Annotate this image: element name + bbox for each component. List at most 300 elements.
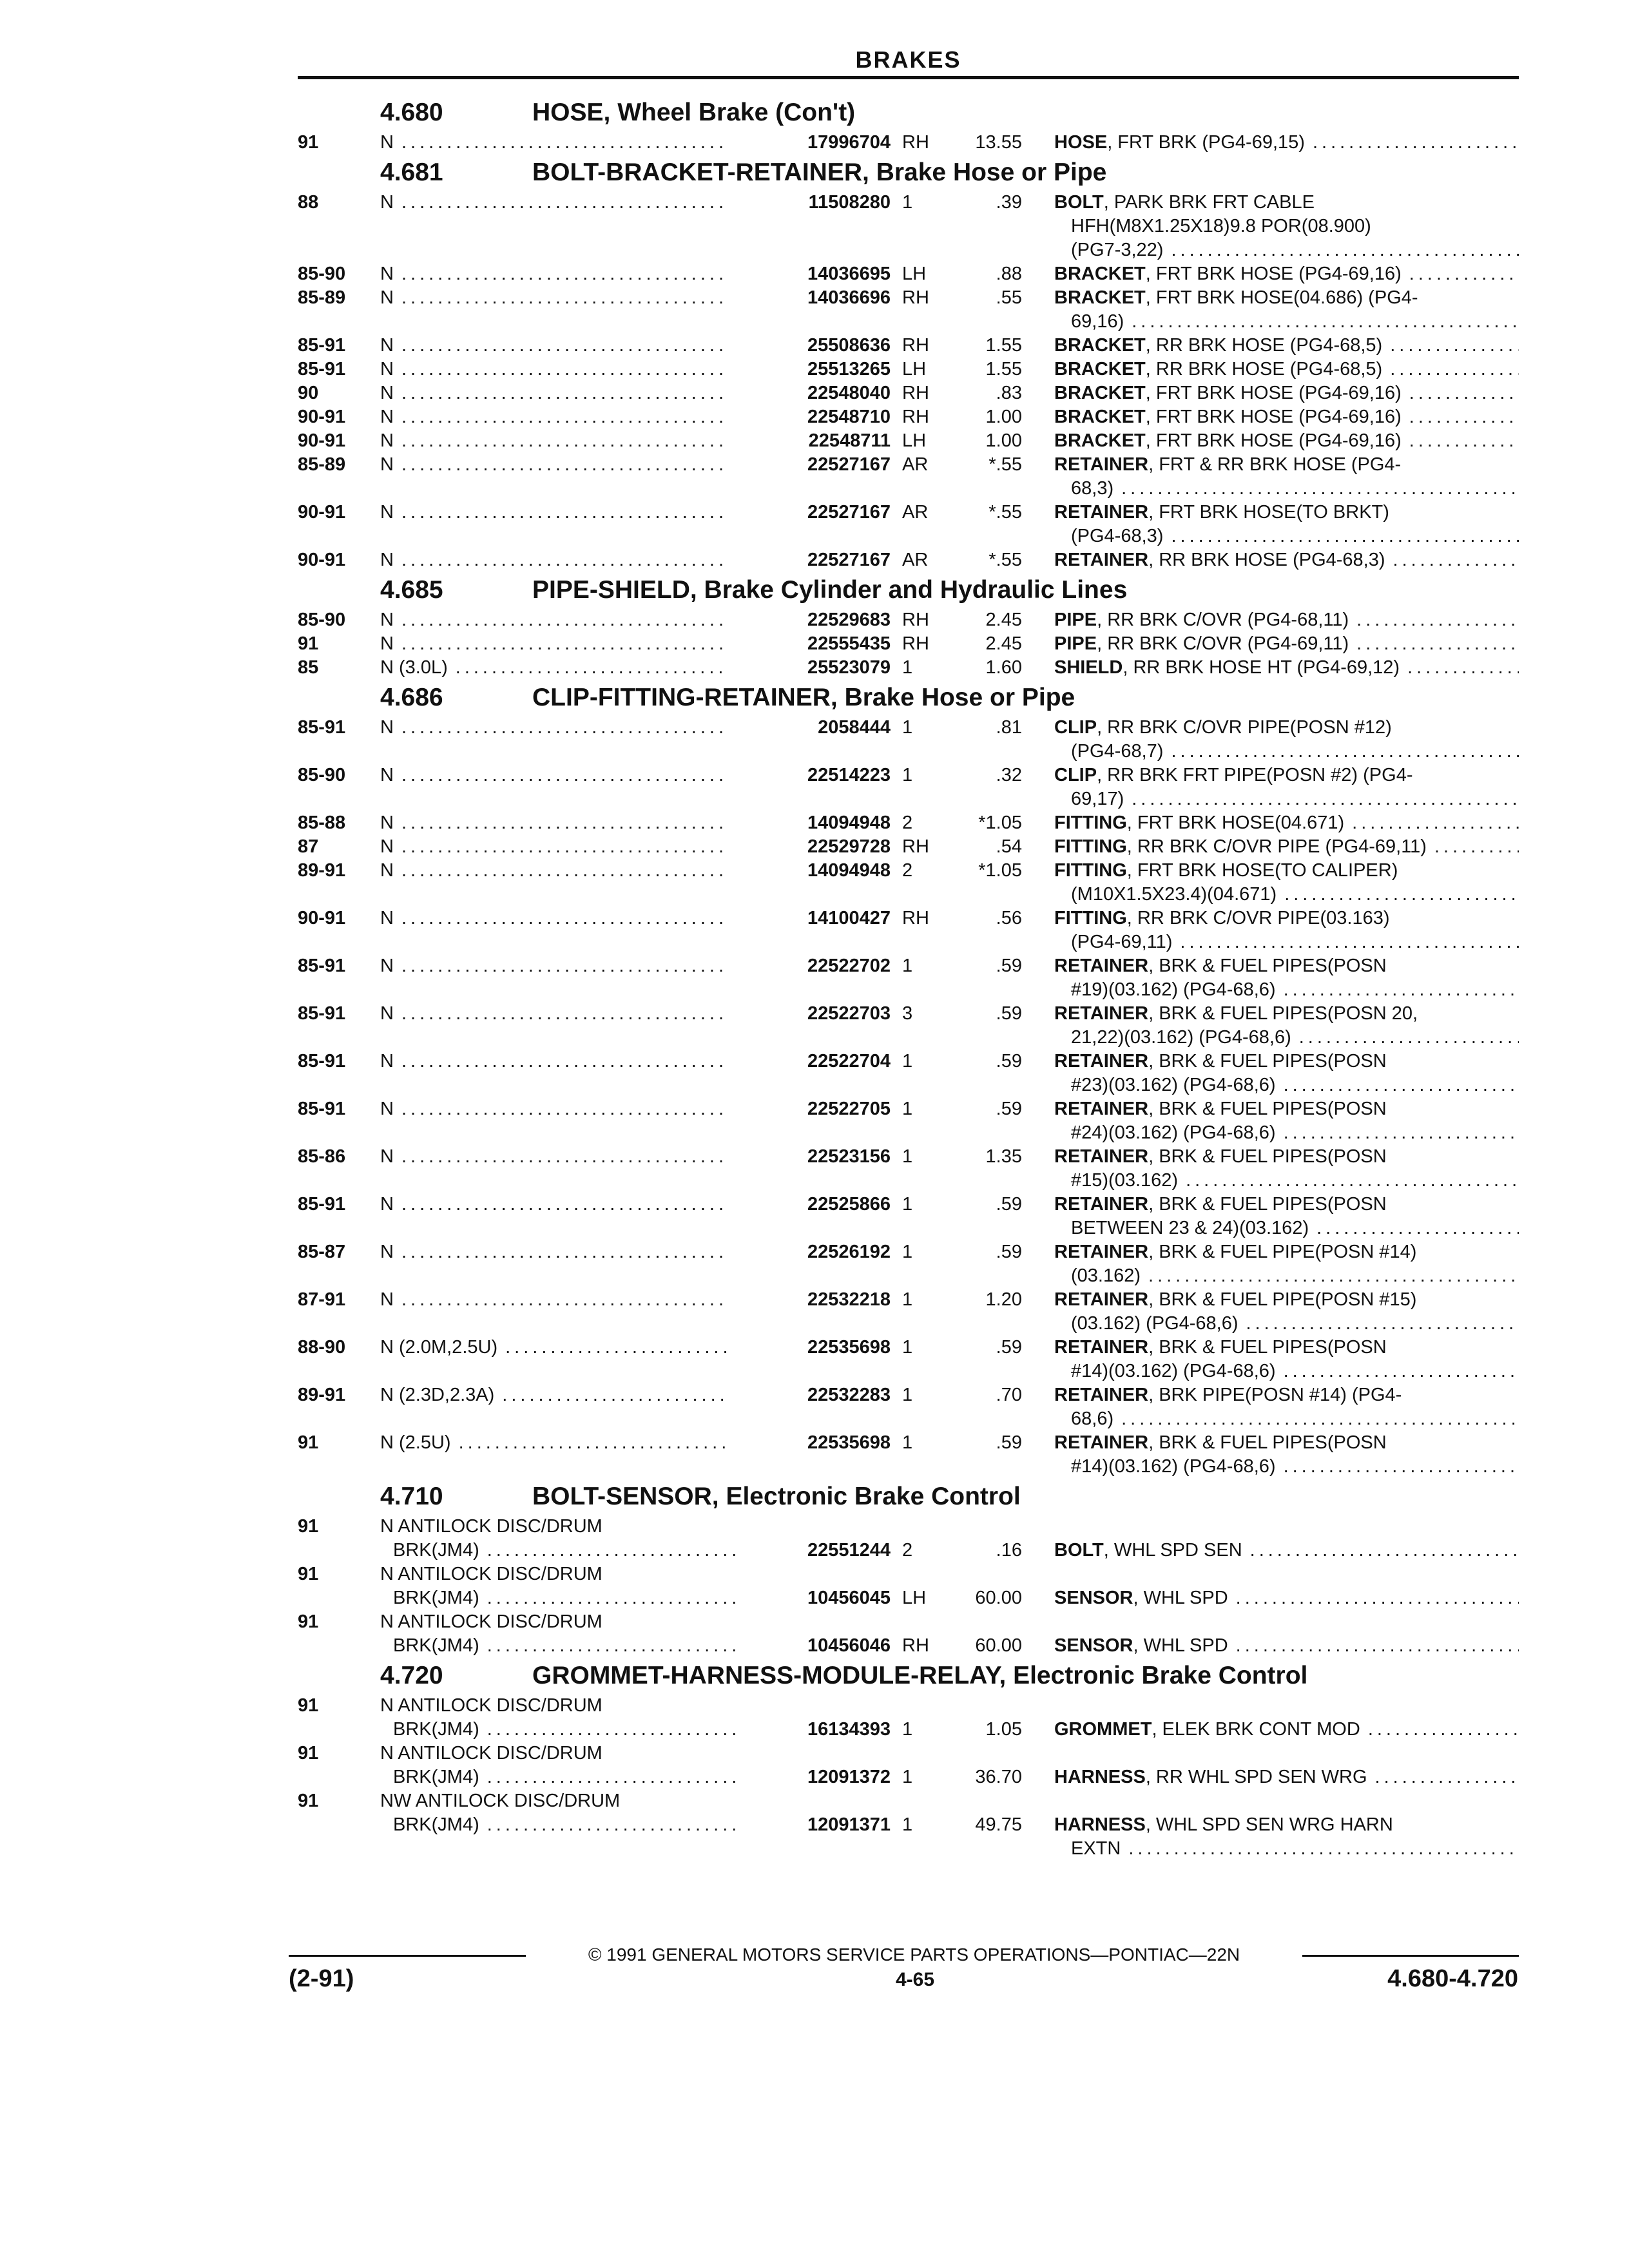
part-number: 22526192 (807, 1242, 891, 1262)
text-line (1054, 1264, 1519, 1288)
application-text: N ANTILOCK DISC/DRUM (380, 1516, 602, 1537)
part-row (298, 548, 1519, 572)
description-text: , FRT BRK HOSE (PG4-69,16) (1145, 430, 1402, 451)
part-name: CLIP (1054, 765, 1097, 785)
text-line (1054, 1121, 1519, 1145)
text-line (1054, 131, 1519, 155)
dot-leader (1402, 405, 1519, 429)
dot-leader (1163, 740, 1519, 764)
quantity: 1 (902, 1242, 913, 1262)
dot-leader (394, 811, 728, 835)
description (1054, 1336, 1519, 1383)
part-name: HARNESS (1054, 1767, 1146, 1787)
text-line (1054, 1539, 1519, 1562)
part-number: 10456046 (807, 1635, 891, 1656)
text-line (380, 1562, 728, 1586)
dot-leader (1141, 1264, 1519, 1288)
model-years: 85-91 (298, 717, 346, 738)
part-row (298, 1288, 1519, 1336)
dot-leader (394, 1240, 728, 1264)
dot-leader (1402, 262, 1519, 286)
quantity: AR (902, 550, 929, 570)
model-years: 91 (298, 1791, 319, 1811)
application-text: N ANTILOCK DISC/DRUM (380, 1695, 602, 1716)
part-row (298, 381, 1519, 405)
description-text: , BRK & FUEL PIPES(POSN (1148, 1194, 1387, 1215)
text-line (1054, 381, 1519, 405)
dot-leader (1276, 1073, 1519, 1097)
price: 2.45 (985, 610, 1022, 630)
text-line (380, 358, 728, 381)
part-name: FITTING (1054, 860, 1127, 881)
part-number: 22548710 (807, 407, 891, 427)
text-line (380, 1586, 741, 1610)
application-text: N (380, 454, 394, 475)
model-years: 85-91 (298, 359, 346, 380)
dot-leader (479, 1539, 741, 1562)
description-text: , BRK PIPE(POSN #14) (PG4- (1148, 1385, 1402, 1405)
part-name: RETAINER (1054, 1194, 1149, 1215)
price: *1.05 (978, 860, 1022, 881)
text-line (1054, 859, 1519, 883)
description-text: 69,17) (1071, 789, 1124, 809)
text-line (1054, 716, 1519, 740)
dot-leader (448, 656, 728, 680)
price: *.55 (988, 550, 1022, 570)
application-text: BRK(JM4) (393, 1540, 479, 1561)
model-years: 85-87 (298, 1242, 346, 1262)
dot-leader (1291, 1026, 1519, 1050)
text-line (380, 1539, 741, 1562)
model-years: 87 (298, 836, 319, 857)
part-name: RETAINER (1054, 1432, 1149, 1453)
part-row (298, 1383, 1519, 1431)
description-text: #14)(03.162) (PG4-68,6) (1071, 1361, 1276, 1381)
dot-leader (1402, 381, 1519, 405)
dot-leader (1402, 429, 1519, 453)
description-text: , RR WHL SPD SEN WRG (1145, 1767, 1367, 1787)
description-text: , RR BRK HOSE (PG4-68,5) (1145, 335, 1383, 356)
text-line (1054, 1312, 1519, 1336)
model-years: 85-88 (298, 812, 346, 833)
quantity: 1 (902, 765, 913, 785)
description-text: , FRT BRK HOSE(04.686) (PG4- (1145, 287, 1418, 308)
description (1054, 907, 1519, 954)
quantity: 1 (902, 1051, 913, 1072)
quantity: 1 (902, 956, 913, 976)
description (1054, 1145, 1519, 1193)
application-text: BRK(JM4) (393, 1588, 479, 1608)
model-years: 85-90 (298, 765, 346, 785)
description-text: , RR BRK C/OVR PIPE(03.163) (1126, 908, 1390, 928)
text-line (1054, 1718, 1519, 1742)
model-years: 85-91 (298, 335, 346, 356)
price: 36.70 (975, 1767, 1022, 1787)
model-years: 91 (298, 1432, 319, 1453)
model-years: 90-91 (298, 407, 346, 427)
text-line (1054, 1431, 1519, 1455)
description (1054, 1539, 1519, 1562)
price: .59 (996, 1337, 1022, 1358)
dot-leader (1349, 608, 1519, 632)
text-line (1054, 608, 1519, 632)
price: .81 (996, 717, 1022, 738)
quantity: AR (902, 502, 929, 523)
running-head: BRAKES (855, 46, 961, 73)
application-text: N (380, 1146, 394, 1167)
part-name: RETAINER (1054, 550, 1149, 570)
price: .56 (996, 908, 1022, 928)
text-line (1054, 883, 1519, 907)
part-name: BRACKET (1054, 264, 1146, 284)
application-text: N (380, 407, 394, 427)
section-number: 4.710 (380, 1483, 443, 1510)
text-line (380, 1718, 741, 1742)
part-number: 22522705 (807, 1099, 891, 1119)
description (1054, 1634, 1519, 1658)
price: 13.55 (975, 132, 1022, 153)
text-line (1054, 907, 1519, 930)
application-text: N (380, 836, 394, 857)
text-line (380, 334, 728, 358)
description-text: #24)(03.162) (PG4-68,6) (1071, 1122, 1276, 1143)
dot-leader (1228, 1586, 1519, 1610)
dot-leader (1276, 978, 1519, 1002)
text-line (1054, 1813, 1519, 1837)
quantity: LH (902, 264, 927, 284)
price: .59 (996, 1194, 1022, 1215)
part-number: 22532218 (807, 1289, 891, 1310)
description (1054, 1431, 1519, 1479)
text-line (1054, 1002, 1519, 1026)
description (1054, 859, 1519, 907)
text-line (1054, 358, 1519, 381)
model-years: 85-86 (298, 1146, 346, 1167)
quantity: 1 (902, 1767, 913, 1787)
quantity: LH (902, 1588, 927, 1608)
part-number: 22548040 (807, 383, 891, 403)
description-text: , RR BRK C/OVR PIPE(POSN #12) (1097, 717, 1392, 738)
quantity: 1 (902, 1814, 913, 1835)
part-row (298, 501, 1519, 548)
price: 60.00 (975, 1588, 1022, 1608)
part-row (298, 358, 1519, 381)
text-line (380, 1002, 728, 1026)
section-number: 4.686 (380, 684, 443, 711)
dot-leader (394, 716, 728, 740)
text-line (1054, 501, 1519, 524)
part-number: 10456045 (807, 1588, 891, 1608)
dot-leader (1309, 1216, 1519, 1240)
text-line (1054, 1586, 1519, 1610)
part-name: SHIELD (1054, 657, 1123, 678)
quantity: LH (902, 430, 927, 451)
price: .59 (996, 956, 1022, 976)
text-line (380, 1813, 741, 1837)
text-line (1054, 1026, 1519, 1050)
part-name: HOSE (1054, 132, 1108, 153)
part-row (298, 1240, 1519, 1288)
dot-leader (479, 1813, 741, 1837)
description-text: 21,22)(03.162) (PG4-68,6) (1071, 1027, 1291, 1048)
quantity: 2 (902, 860, 913, 881)
footer-copyright-line (289, 1942, 1519, 1968)
section-heading (298, 155, 1519, 191)
model-years: 90-91 (298, 550, 346, 570)
model-years: 89-91 (298, 1385, 346, 1405)
part-number: 11508280 (808, 192, 891, 213)
part-name: FITTING (1054, 836, 1127, 857)
quantity: 1 (902, 1194, 913, 1215)
application-text: N (2.5U) (380, 1432, 451, 1453)
part-row (298, 1431, 1519, 1479)
part-name: RETAINER (1054, 956, 1149, 976)
part-name: BRACKET (1054, 359, 1146, 380)
price: 60.00 (975, 1635, 1022, 1656)
text-line (1054, 978, 1519, 1002)
price: 1.60 (985, 657, 1022, 678)
part-row (298, 1002, 1519, 1050)
part-name: RETAINER (1054, 502, 1149, 523)
section-number: 4.681 (380, 159, 443, 186)
quantity: RH (902, 407, 929, 427)
application-text: N ANTILOCK DISC/DRUM (380, 1611, 602, 1632)
model-years: 85-91 (298, 1194, 346, 1215)
part-row (298, 1742, 1519, 1789)
part-name: BOLT (1054, 192, 1104, 213)
description-text: , BRK & FUEL PIPES(POSN (1148, 1146, 1387, 1167)
part-name: FITTING (1054, 812, 1127, 833)
part-row (298, 131, 1519, 155)
description-text: , WHL SPD SEN (1103, 1540, 1242, 1561)
section-title: CLIP-FITTING-RETAINER, Brake Hose or Pipe (532, 684, 1075, 711)
section-title: BOLT-BRACKET-RETAINER, Brake Hose or Pipe (532, 159, 1107, 186)
description-text: , ELEK BRK CONT MOD (1152, 1719, 1360, 1740)
price: 1.35 (985, 1146, 1022, 1167)
description (1054, 632, 1519, 656)
description-text: , WHL SPD (1133, 1635, 1228, 1656)
application-text: BRK(JM4) (393, 1635, 479, 1656)
quantity: RH (902, 383, 929, 403)
dot-leader (394, 1193, 728, 1216)
price: 1.00 (985, 407, 1022, 427)
text-line (380, 1050, 728, 1073)
description (1054, 358, 1519, 381)
text-line (1054, 1407, 1519, 1431)
text-line (1054, 238, 1519, 262)
description (1054, 1240, 1519, 1288)
part-row (298, 1050, 1519, 1097)
dot-leader (1121, 1837, 1519, 1861)
text-line (380, 1742, 728, 1765)
part-name: RETAINER (1054, 1146, 1149, 1167)
application-text: N (380, 633, 394, 654)
quantity: 1 (902, 1719, 913, 1740)
text-line (1054, 1837, 1519, 1861)
price: .59 (996, 1432, 1022, 1453)
part-number: 22527167 (807, 454, 891, 475)
part-name: PIPE (1054, 610, 1097, 630)
description-text: (PG4-69,11) (1071, 932, 1173, 952)
part-number: 22529728 (807, 836, 891, 857)
part-row (298, 1515, 1519, 1562)
part-number: 14100427 (807, 908, 891, 928)
description (1054, 453, 1519, 501)
model-years: 91 (298, 1743, 319, 1763)
model-years: 91 (298, 1695, 319, 1716)
description (1054, 262, 1519, 286)
part-row (298, 835, 1519, 859)
dot-leader (394, 131, 728, 155)
part-row (298, 632, 1519, 656)
text-line (1054, 632, 1519, 656)
application-text: N (380, 192, 394, 213)
application-text: N (380, 860, 394, 881)
part-row (298, 262, 1519, 286)
dot-leader (394, 191, 728, 215)
model-years: 91 (298, 633, 319, 654)
text-line (380, 131, 728, 155)
application-text: N (3.0L) (380, 657, 448, 678)
part-name: SENSOR (1054, 1635, 1133, 1656)
dot-leader (1124, 787, 1519, 811)
text-line (1054, 191, 1519, 215)
text-line (1054, 1073, 1519, 1097)
description-text: , FRT & RR BRK HOSE (PG4- (1148, 454, 1402, 475)
part-row (298, 1097, 1519, 1145)
dot-leader (394, 381, 728, 405)
price: .16 (996, 1540, 1022, 1561)
description-text: , BRK & FUEL PIPE(POSN #15) (1148, 1289, 1417, 1310)
text-line (1054, 429, 1519, 453)
description-text: , BRK & FUEL PIPES(POSN (1148, 1051, 1387, 1072)
application-text: N (380, 1242, 394, 1262)
text-line (1054, 215, 1519, 238)
part-number: 22514223 (807, 765, 891, 785)
dot-leader (1276, 1360, 1519, 1383)
part-name: BRACKET (1054, 407, 1146, 427)
model-years: 90-91 (298, 502, 346, 523)
quantity: 1 (902, 1385, 913, 1405)
section-title: PIPE-SHIELD, Brake Cylinder and Hydraulic Lines (532, 576, 1128, 604)
dot-leader (394, 501, 728, 524)
part-row (298, 405, 1519, 429)
part-name: HARNESS (1054, 1814, 1146, 1835)
dot-leader (479, 1765, 741, 1789)
quantity: 1 (902, 1146, 913, 1167)
application-text: N (380, 1003, 394, 1024)
description (1054, 1002, 1519, 1050)
description (1054, 1193, 1519, 1240)
price: .39 (996, 192, 1022, 213)
part-name: RETAINER (1054, 1099, 1149, 1119)
dot-leader (1242, 1539, 1519, 1562)
text-line (1054, 1336, 1519, 1360)
dot-leader (479, 1586, 741, 1610)
text-line (380, 1610, 728, 1634)
dot-leader (394, 1288, 728, 1312)
model-years: 88-90 (298, 1337, 346, 1358)
section-number: 4.680 (380, 99, 443, 126)
model-years: 85-91 (298, 1003, 346, 1024)
application-text: N (380, 717, 394, 738)
part-row (298, 453, 1519, 501)
description-text: , FRT BRK HOSE(TO CALIPER) (1126, 860, 1398, 881)
model-years: 89-91 (298, 860, 346, 881)
part-number: 22535698 (807, 1432, 891, 1453)
dot-leader (1344, 811, 1519, 835)
text-line (1054, 1765, 1519, 1789)
description-text: (03.162) (PG4-68,6) (1071, 1313, 1239, 1334)
part-number: 16134393 (807, 1719, 891, 1740)
section-number: 4.685 (380, 576, 443, 604)
model-years: 87-91 (298, 1289, 346, 1310)
description-text: #19)(03.162) (PG4-68,6) (1071, 979, 1276, 1000)
dot-leader (394, 286, 728, 310)
description-text: , RR BRK C/OVR (PG4-69,11) (1097, 633, 1349, 654)
dot-leader (1163, 524, 1519, 548)
dot-leader (1385, 548, 1519, 572)
dot-leader (1427, 835, 1519, 859)
description-text: , BRK & FUEL PIPES(POSN (1148, 1337, 1387, 1358)
description (1054, 656, 1519, 680)
dot-leader (394, 548, 728, 572)
description-text: , BRK & FUEL PIPES(POSN (1148, 1099, 1387, 1119)
application-text: N (380, 335, 394, 356)
part-row (298, 1789, 1519, 1859)
dot-leader (1172, 930, 1519, 954)
application-text: N (380, 287, 394, 308)
description-text: , RR BRK HOSE HT (PG4-69,12) (1123, 657, 1400, 678)
price: .32 (996, 765, 1022, 785)
description-text: , FRT BRK HOSE (PG4-69,16) (1145, 264, 1402, 284)
model-years: 85 (298, 657, 319, 678)
description-text: , RR BRK C/OVR (PG4-68,11) (1097, 610, 1349, 630)
text-line (380, 1634, 741, 1658)
text-line (380, 811, 728, 835)
part-number: 22527167 (807, 502, 891, 523)
application-text: N (380, 812, 394, 833)
dot-leader (1367, 1765, 1519, 1789)
part-name: BOLT (1054, 1540, 1104, 1561)
footer-copyright: © 1991 GENERAL MOTORS SERVICE PARTS OPERATIONS—PONTIAC—22N (588, 1945, 1240, 1965)
description-text: , WHL SPD SEN WRG HARN (1145, 1814, 1393, 1835)
price: *.55 (988, 502, 1022, 523)
text-line (1054, 1383, 1519, 1407)
price: 1.20 (985, 1289, 1022, 1310)
model-years: 85-90 (298, 610, 346, 630)
part-name: RETAINER (1054, 1051, 1149, 1072)
dot-leader (394, 334, 728, 358)
section-heading (298, 572, 1519, 608)
text-line (1054, 835, 1519, 859)
part-row (298, 429, 1519, 453)
dot-leader (394, 262, 728, 286)
model-years: 85-89 (298, 287, 346, 308)
part-row (298, 1610, 1519, 1658)
text-line (380, 835, 728, 859)
description (1054, 1383, 1519, 1431)
part-number: 22523156 (807, 1146, 891, 1167)
text-line (380, 608, 728, 632)
application-text: BRK(JM4) (393, 1719, 479, 1740)
part-row (298, 764, 1519, 811)
dot-leader (394, 429, 728, 453)
part-number: 22532283 (807, 1385, 891, 1405)
dot-leader (1382, 358, 1519, 381)
part-number: 22535698 (807, 1337, 891, 1358)
quantity: RH (902, 132, 929, 153)
